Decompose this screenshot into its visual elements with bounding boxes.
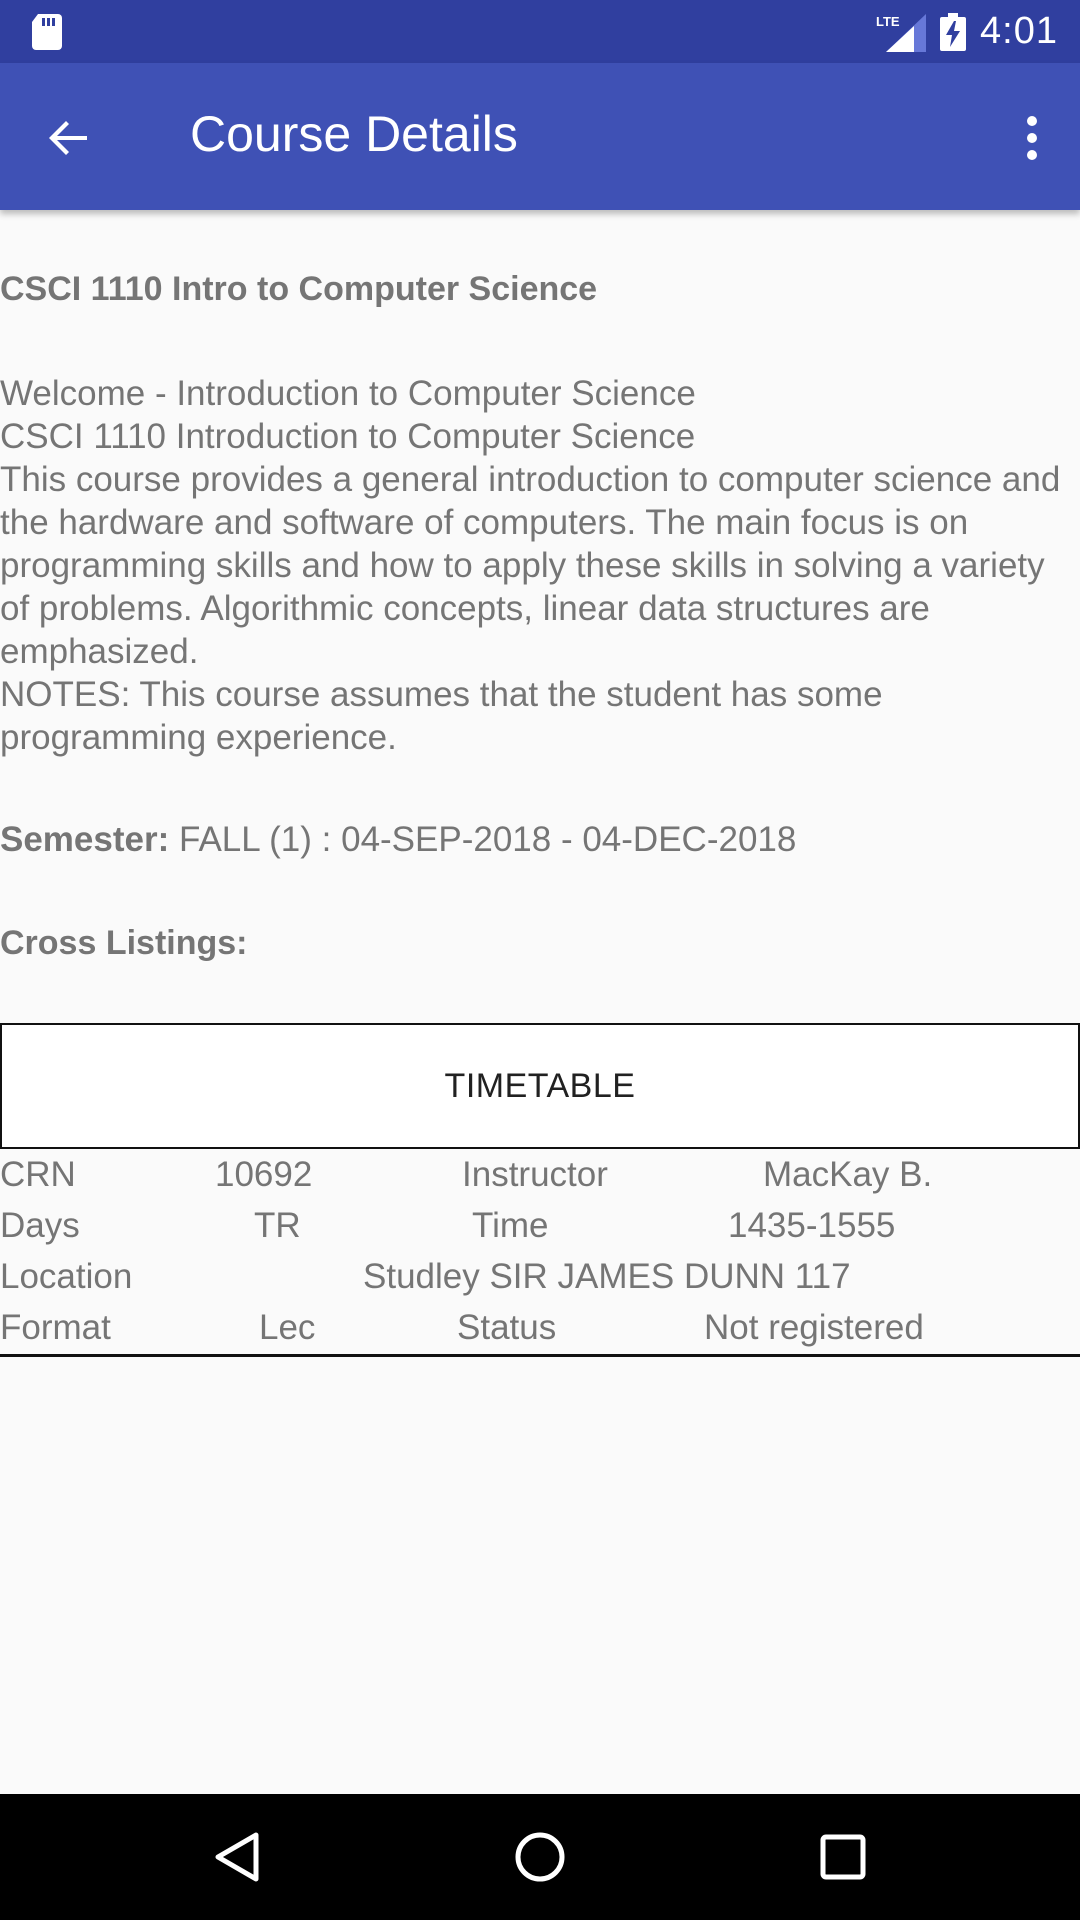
crn-value: 10692 bbox=[215, 1155, 313, 1194]
lte-label: LTE bbox=[876, 13, 900, 29]
lte-signal-icon bbox=[876, 12, 926, 52]
format-value: Lec bbox=[259, 1308, 316, 1347]
time-label: Time bbox=[472, 1206, 549, 1245]
location-value: Studley SIR JAMES DUNN 117 bbox=[363, 1257, 851, 1296]
timetable-row-format bbox=[0, 1308, 1080, 1358]
format-label: Format bbox=[0, 1308, 111, 1347]
instructor-value: MacKay B. bbox=[763, 1155, 933, 1194]
nav-back-button[interactable] bbox=[202, 1822, 272, 1892]
semester-line bbox=[0, 820, 796, 860]
crn-label: CRN bbox=[0, 1155, 76, 1194]
timetable-row-days bbox=[0, 1206, 1080, 1256]
status-bar bbox=[0, 0, 1080, 63]
timetable-divider bbox=[0, 1354, 1080, 1357]
system-nav-bar bbox=[0, 1794, 1080, 1920]
semester-value: FALL (1) : 04-SEP-2018 - 04-DEC-2018 bbox=[179, 820, 797, 859]
cross-listings-label: Cross Listings: bbox=[0, 924, 248, 962]
status-label: Status bbox=[457, 1308, 557, 1347]
nav-back-icon bbox=[214, 1832, 260, 1882]
nav-home-button[interactable] bbox=[505, 1822, 575, 1892]
course-description: Welcome - Introduction to Computer Science CSCI 1110 Introduction to Computer Science This course provides a general introduction to computer science and the hardware and software of computers. The main focus is on programming skills and how to apply these skills in solving a variety of problems. Algorithmic concepts, linear data structures are emphasized. NOTES: This course assumes that the student has some programming experience. bbox=[0, 374, 1061, 757]
sd-card-icon bbox=[32, 14, 62, 50]
course-title: CSCI 1110 Intro to Computer Science bbox=[0, 270, 598, 308]
nav-home-icon bbox=[514, 1831, 566, 1883]
nav-recents-button[interactable] bbox=[808, 1822, 878, 1892]
more-vert-icon bbox=[1026, 116, 1038, 160]
arrow-left-icon bbox=[47, 116, 91, 160]
nav-recents-icon bbox=[820, 1834, 866, 1880]
days-value: TR bbox=[254, 1206, 301, 1245]
page-title: Course Details bbox=[190, 106, 518, 162]
time-value: 1435-1555 bbox=[728, 1206, 896, 1245]
timetable-row-crn bbox=[0, 1155, 1080, 1205]
status-clock: 4:01 bbox=[980, 10, 1058, 52]
back-button[interactable] bbox=[34, 103, 104, 173]
semester-label: Semester: bbox=[0, 820, 170, 859]
app-bar bbox=[0, 63, 1080, 210]
battery-charging-icon bbox=[940, 13, 966, 51]
location-label: Location bbox=[0, 1257, 133, 1296]
status-value: Not registered bbox=[704, 1308, 924, 1347]
timetable-row-location bbox=[0, 1257, 1080, 1307]
overflow-menu-button[interactable] bbox=[1002, 103, 1062, 173]
days-label: Days bbox=[0, 1206, 80, 1245]
timetable-button[interactable]: TIMETABLE bbox=[0, 1023, 1080, 1149]
instructor-label: Instructor bbox=[462, 1155, 608, 1194]
